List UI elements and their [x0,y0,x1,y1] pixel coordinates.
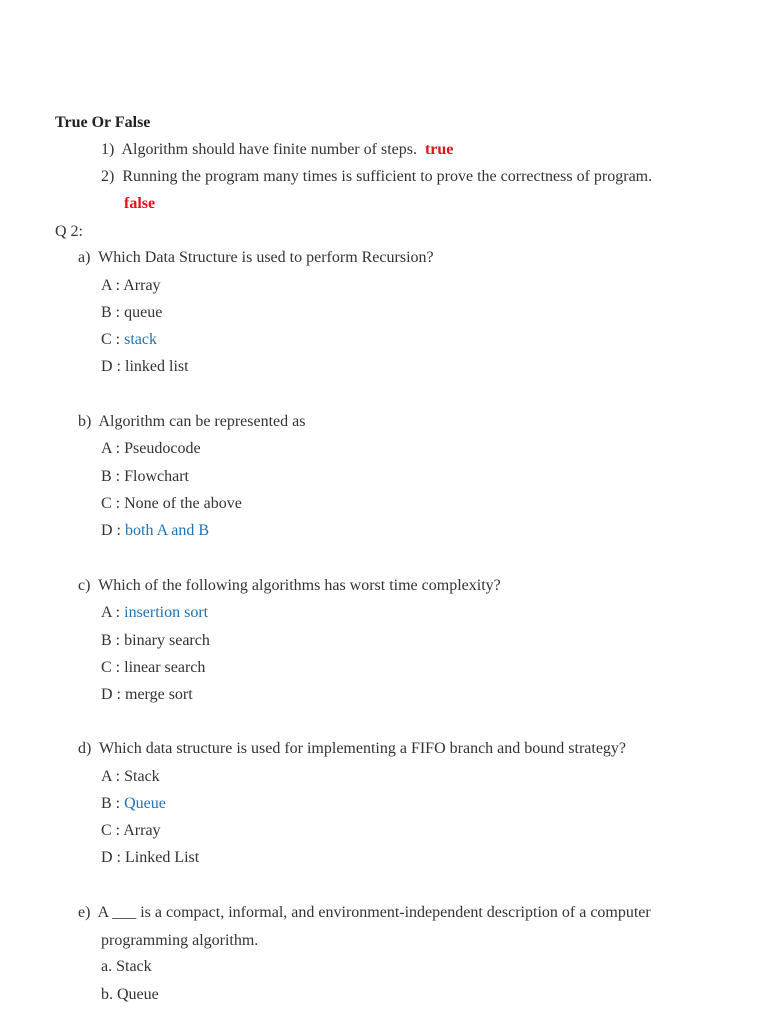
option-prefix: D : [101,686,125,703]
option-prefix: B : [101,304,125,321]
option-d-B [101,794,166,814]
question-number: a) [78,249,91,266]
option-c-D [101,685,193,705]
option-prefix: A : [101,277,124,294]
option-d-A [101,767,160,787]
option-text-correct: both A and B [125,522,210,539]
tf-item-2 [101,167,652,187]
option-d-D [101,848,199,868]
option-text: linked list [125,358,189,375]
section-title-q2: Q 2: [55,223,83,240]
option-a-C [101,330,157,350]
option-b-D [101,521,209,541]
option-a-B [101,303,162,323]
tf-item-1 [101,140,453,160]
question-number: e) [78,904,91,921]
option-prefix: D : [101,522,125,539]
tf-item-text: Running the program many times is sufficient to prove the correctness of program. [122,168,653,185]
option-prefix: B : [101,795,125,812]
option-a-D [101,357,189,377]
option-prefix: C : [101,495,125,512]
option-e-b: b. Queue [101,986,159,1003]
option-text: Array [123,277,161,294]
option-text: queue [124,304,163,321]
option-prefix: C : [101,331,125,348]
option-text-correct: insertion sort [124,604,209,621]
option-prefix: D : [101,358,125,375]
option-prefix: B : [101,468,125,485]
tf-item-number: 2) [101,168,115,185]
tf-answer: true [424,141,454,158]
question-text: Which Data Structure is used to perform Recursion? [98,249,434,266]
option-e-a: a. Stack [101,958,152,975]
option-c-B [101,631,210,651]
option-prefix: A : [101,604,125,621]
option-prefix: C : [101,659,125,676]
option-prefix: B : [101,632,125,649]
option-c-A [101,603,208,623]
option-text: Stack [124,768,160,785]
question-text: Which data structure is used for implementing a FIFO branch and bound strategy? [99,740,627,757]
option-b-A [101,439,201,459]
option-text: None of the above [124,495,242,512]
section-title-true-false: True Or False [55,114,151,131]
question-text: Which of the following algorithms has worst time complexity? [98,577,501,594]
question-b [78,412,305,432]
question-text: A ___ is a compact, informal, and environment-independent description of a computer [97,904,651,921]
option-a-A [101,276,161,296]
option-text: Linked List [125,849,200,866]
question-number: b) [78,413,92,430]
option-text: Pseudocode [124,440,201,457]
question-a [78,248,434,268]
option-text: Flowchart [124,468,189,485]
tf-answer: false [124,195,156,212]
option-prefix: D : [101,849,125,866]
option-d-C [101,821,161,841]
option-text: binary search [124,632,210,649]
option-b-B [101,467,189,487]
question-text-continued: programming algorithm. [101,932,259,949]
question-e [78,903,651,923]
option-c-C [101,658,205,678]
option-text: merge sort [125,686,193,703]
question-number: d) [78,740,92,757]
option-prefix: A : [101,440,125,457]
option-text-correct: Queue [124,795,166,812]
option-prefix: C : [101,822,124,839]
question-number: c) [78,577,91,594]
option-b-C [101,494,242,514]
option-text-correct: stack [124,331,157,348]
tf-item-number: 1) [101,141,115,158]
tf-item-text: Algorithm should have finite number of steps. [121,141,417,158]
option-prefix: A : [101,768,125,785]
option-text: linear search [124,659,206,676]
question-c [78,576,501,596]
question-d [78,739,626,759]
option-text: Array [123,822,161,839]
question-text: Algorithm can be represented as [98,413,306,430]
